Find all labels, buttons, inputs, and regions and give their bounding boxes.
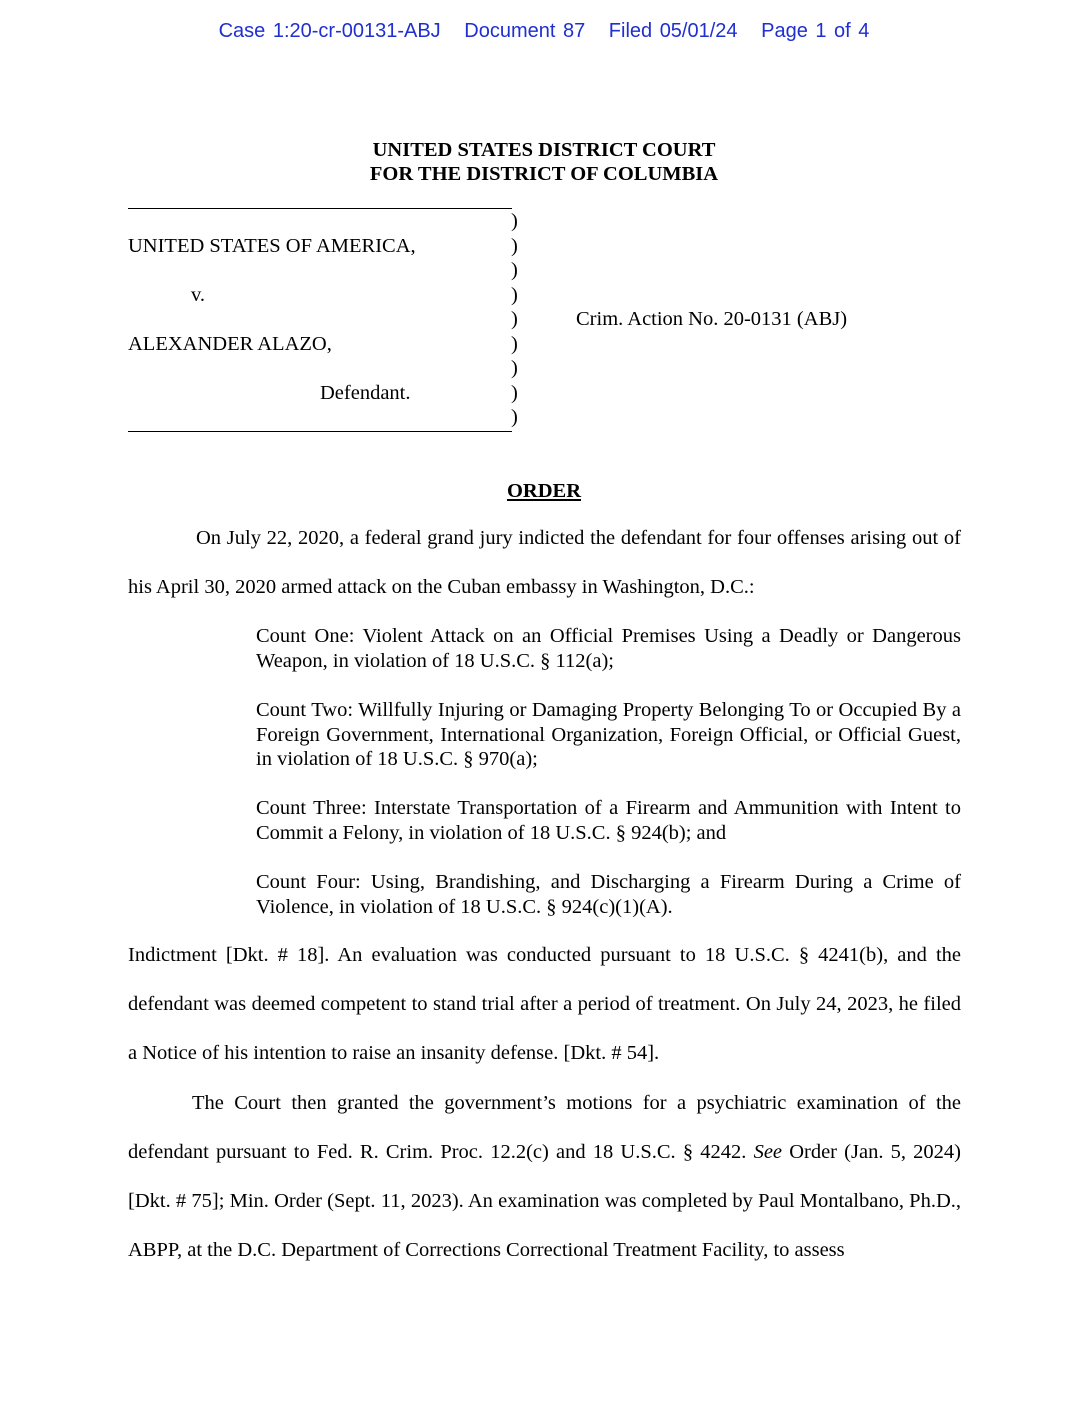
- examination-text-1: The Court then granted the government’s motions for a psychiatric examination of the defendant pursuant to Fed. R. Crim. Proc. 12.2(c) and 18 U.S.C. § 4242.: [128, 1092, 961, 1163]
- defendant-role: Defendant.: [320, 382, 411, 404]
- caption-paren: ): [511, 210, 518, 232]
- count-four: Count Four: Using, Brandishing, and Discharging a Firearm During a Crime of Violence, in violation of 18 U.S.C. § 924(c)(1)(A).: [256, 871, 961, 918]
- page-number: Page 1 of 4: [761, 20, 870, 42]
- defendant-name: ALEXANDER ALAZO,: [128, 333, 332, 355]
- caption-paren: ): [511, 284, 518, 306]
- caption-top-rule: [128, 208, 512, 209]
- order-title: ORDER: [506, 480, 582, 502]
- intro-paragraph: [128, 514, 961, 612]
- caption-paren: ): [511, 235, 518, 257]
- see-signal: See: [753, 1141, 783, 1163]
- criminal-action-number: Crim. Action No. 20-0131 (ABJ): [576, 308, 848, 330]
- examination-text-2: Order (Jan. 5, 2024) [Dkt. # 75]; Min. Order (Sept. 11, 2023). An examination was completed by Paul Montalbano, Ph.D., ABPP, at the D.C. Department of Corrections Correctional Treatment Facility, to assess: [128, 1141, 961, 1261]
- caption-paren: ): [511, 406, 518, 428]
- caption-bottom-rule: [128, 431, 512, 432]
- filing-header: [0, 20, 1088, 43]
- indictment-paragraph: Indictment [Dkt. # 18]. An evaluation was conducted pursuant to 18 U.S.C. § 4241(b), and the defendant was deemed competent to stand trial after a period of treatment. On July 24, 2023, he filed a Notice of his intention to raise an insanity defense. [Dkt. # 54].: [128, 944, 961, 1064]
- caption-paren: ): [511, 333, 518, 355]
- caption-paren: ): [511, 259, 518, 281]
- court-district: FOR THE DISTRICT OF COLUMBIA: [369, 163, 719, 185]
- plaintiff-name: UNITED STATES OF AMERICA,: [128, 235, 416, 257]
- count-one: Count One: Violent Attack on an Official Premises Using a Deadly or Dangerous Weapon, in violation of 18 U.S.C. § 112(a);: [256, 625, 961, 672]
- caption-paren: ): [511, 382, 518, 404]
- count-three: Count Three: Interstate Transportation of a Firearm and Ammunition with Intent to Commit a Felony, in violation of 18 U.S.C. § 924(b); and: [256, 797, 961, 844]
- examination-paragraph: [128, 1079, 961, 1275]
- count-two: Count Two: Willfully Injuring or Damaging Property Belonging To or Occupied By a Foreign Government, International Organization, Foreign Official, or Official Guest, in violation of 18 U.S.C. § 970(a);: [256, 699, 961, 770]
- caption-paren: ): [511, 357, 518, 379]
- intro-text: On July 22, 2020, a federal grand jury indicted the defendant for four offenses arising out of his April 30, 2020 armed attack on the Cuban embassy in Washington, D.C.:: [128, 527, 961, 598]
- versus: v.: [191, 284, 206, 306]
- case-number: Case 1:20-cr-00131-ABJ: [218, 20, 441, 42]
- court-title: [0, 138, 1088, 186]
- filed-date: Filed 05/01/24: [608, 20, 738, 42]
- caption-paren: ): [511, 308, 518, 330]
- document-number: Document 87: [464, 20, 586, 42]
- court-name: UNITED STATES DISTRICT COURT: [372, 139, 716, 161]
